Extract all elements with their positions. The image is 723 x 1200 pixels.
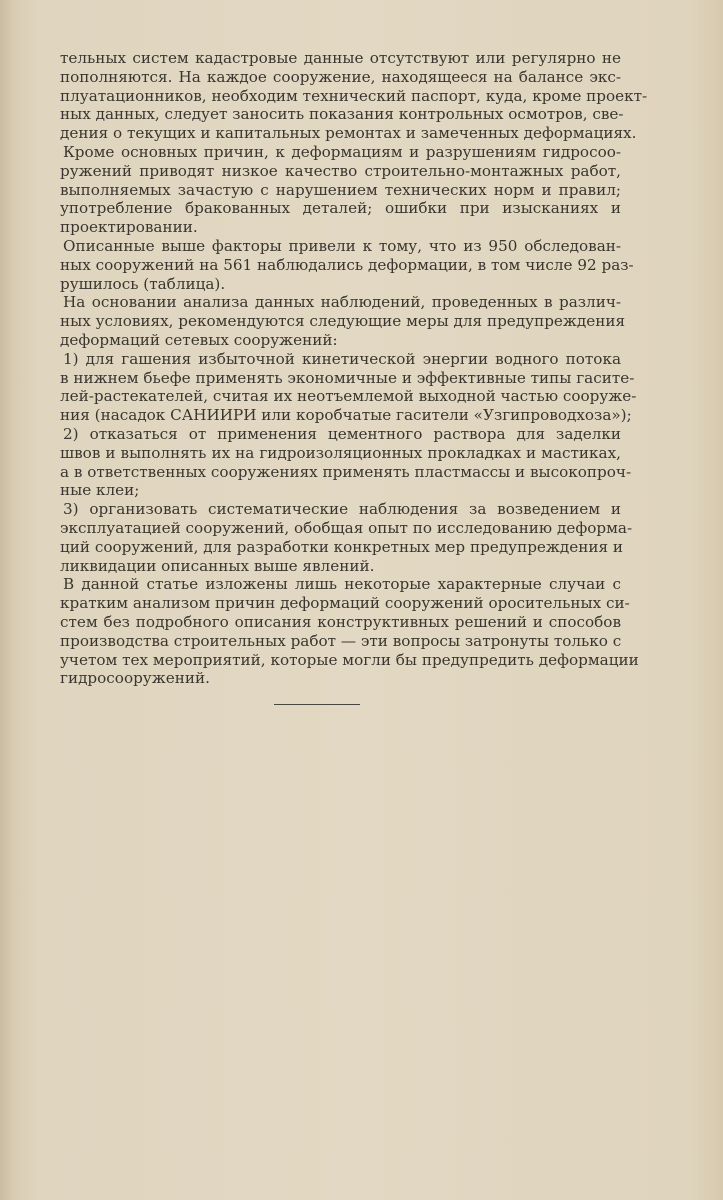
text-line: выполняемых зачастую с нарушением технических норм и правил;: [60, 180, 621, 199]
text-line: ных условиях, рекомендуются следующие меры для предупреждения: [60, 312, 626, 331]
text-line: плуатационников, необходим технический паспорт, куда, кроме проект-: [60, 86, 648, 105]
list-item-2: [60, 424, 632, 500]
text-line: стем без подробного описания конструктивных решений и способов: [60, 612, 621, 631]
text-line: лей-растекателей, считая их неотъемлемой выходной частью сооруже-: [60, 387, 637, 406]
body-text: [60, 49, 648, 688]
text-line: 2) отказаться от применения цементного раствора для заделки: [63, 424, 621, 443]
text-line: ния (насадок САНИИРИ или коробчатые гасители «Узгипроводхоза»);: [60, 406, 632, 425]
text-line: производства строительных работ — эти вопросы затронуты только с: [60, 631, 622, 650]
text-line: употребление бракованных деталей; ошибки при изысканиях и: [60, 199, 621, 218]
text-line: ций сооружений, для разработки конкретных мер предупреждения и: [60, 537, 624, 556]
text-line: 3) организовать систематические наблюдения за возведением и: [63, 500, 621, 519]
text-line: ружений приводят низкое качество строительно-монтажных работ,: [60, 161, 621, 180]
text-line: ные клеи;: [60, 481, 140, 500]
paragraph-5: [60, 575, 639, 688]
text-line: эксплуатацией сооружений, обобщая опыт по исследованию деформа-: [60, 518, 633, 537]
text-line: ликвидации описанных выше явлений.: [60, 556, 375, 575]
paragraph-3: [60, 236, 634, 293]
text-line: гидросооружений.: [60, 669, 210, 688]
section-end-rule: [274, 704, 360, 705]
text-line: деформаций сетевых сооружений:: [60, 330, 338, 349]
text-line: учетом тех мероприятий, которые могли бы предупредить деформации: [60, 650, 639, 669]
text-line: рушилось (таблица).: [60, 274, 226, 293]
text-line: тельных систем кадастровые данные отсутствуют или регулярно не: [60, 49, 621, 67]
text-line: проектировании.: [60, 218, 198, 237]
paragraph-2: [60, 143, 621, 237]
text-line: пополняются. На каждое сооружение, находящееся на балансе экс-: [60, 67, 621, 86]
text-line: В данной статье изложены лишь некоторые характерные случаи с: [63, 575, 621, 594]
text-line: На основании анализа данных наблюдений, проведенных в различ-: [63, 293, 621, 312]
text-line: ных сооружений на 561 наблюдались деформации, в том числе 92 раз-: [60, 255, 634, 274]
text-line: дения о текущих и капитальных ремонтах и замеченных деформациях.: [60, 124, 637, 143]
list-item-1: [60, 349, 637, 425]
text-line: швов и выполнять их на гидроизоляционных прокладках и мастиках,: [60, 443, 621, 462]
text-line: Описанные выше факторы привели к тому, что из 950 обследован-: [63, 236, 621, 255]
paragraph-1: [60, 49, 648, 143]
text-line: ных данных, следует заносить показания контрольных осмотров, све-: [60, 105, 624, 124]
paragraph-4: [60, 293, 626, 349]
text-line: 1) для гашения избыточной кинетической энергии водного потока: [63, 349, 621, 368]
text-line: Кроме основных причин, к деформациям и разрушениям гидросоо-: [63, 142, 621, 161]
text-line: кратким анализом причин деформаций сооружений оросительных си-: [60, 594, 630, 613]
text-line: а в ответственных сооружениях применять пластмассы и высокопроч-: [60, 462, 632, 481]
text-line: в нижнем бьефе применять экономичные и эффективные типы гасите-: [60, 368, 635, 387]
list-item-3: [60, 500, 633, 575]
